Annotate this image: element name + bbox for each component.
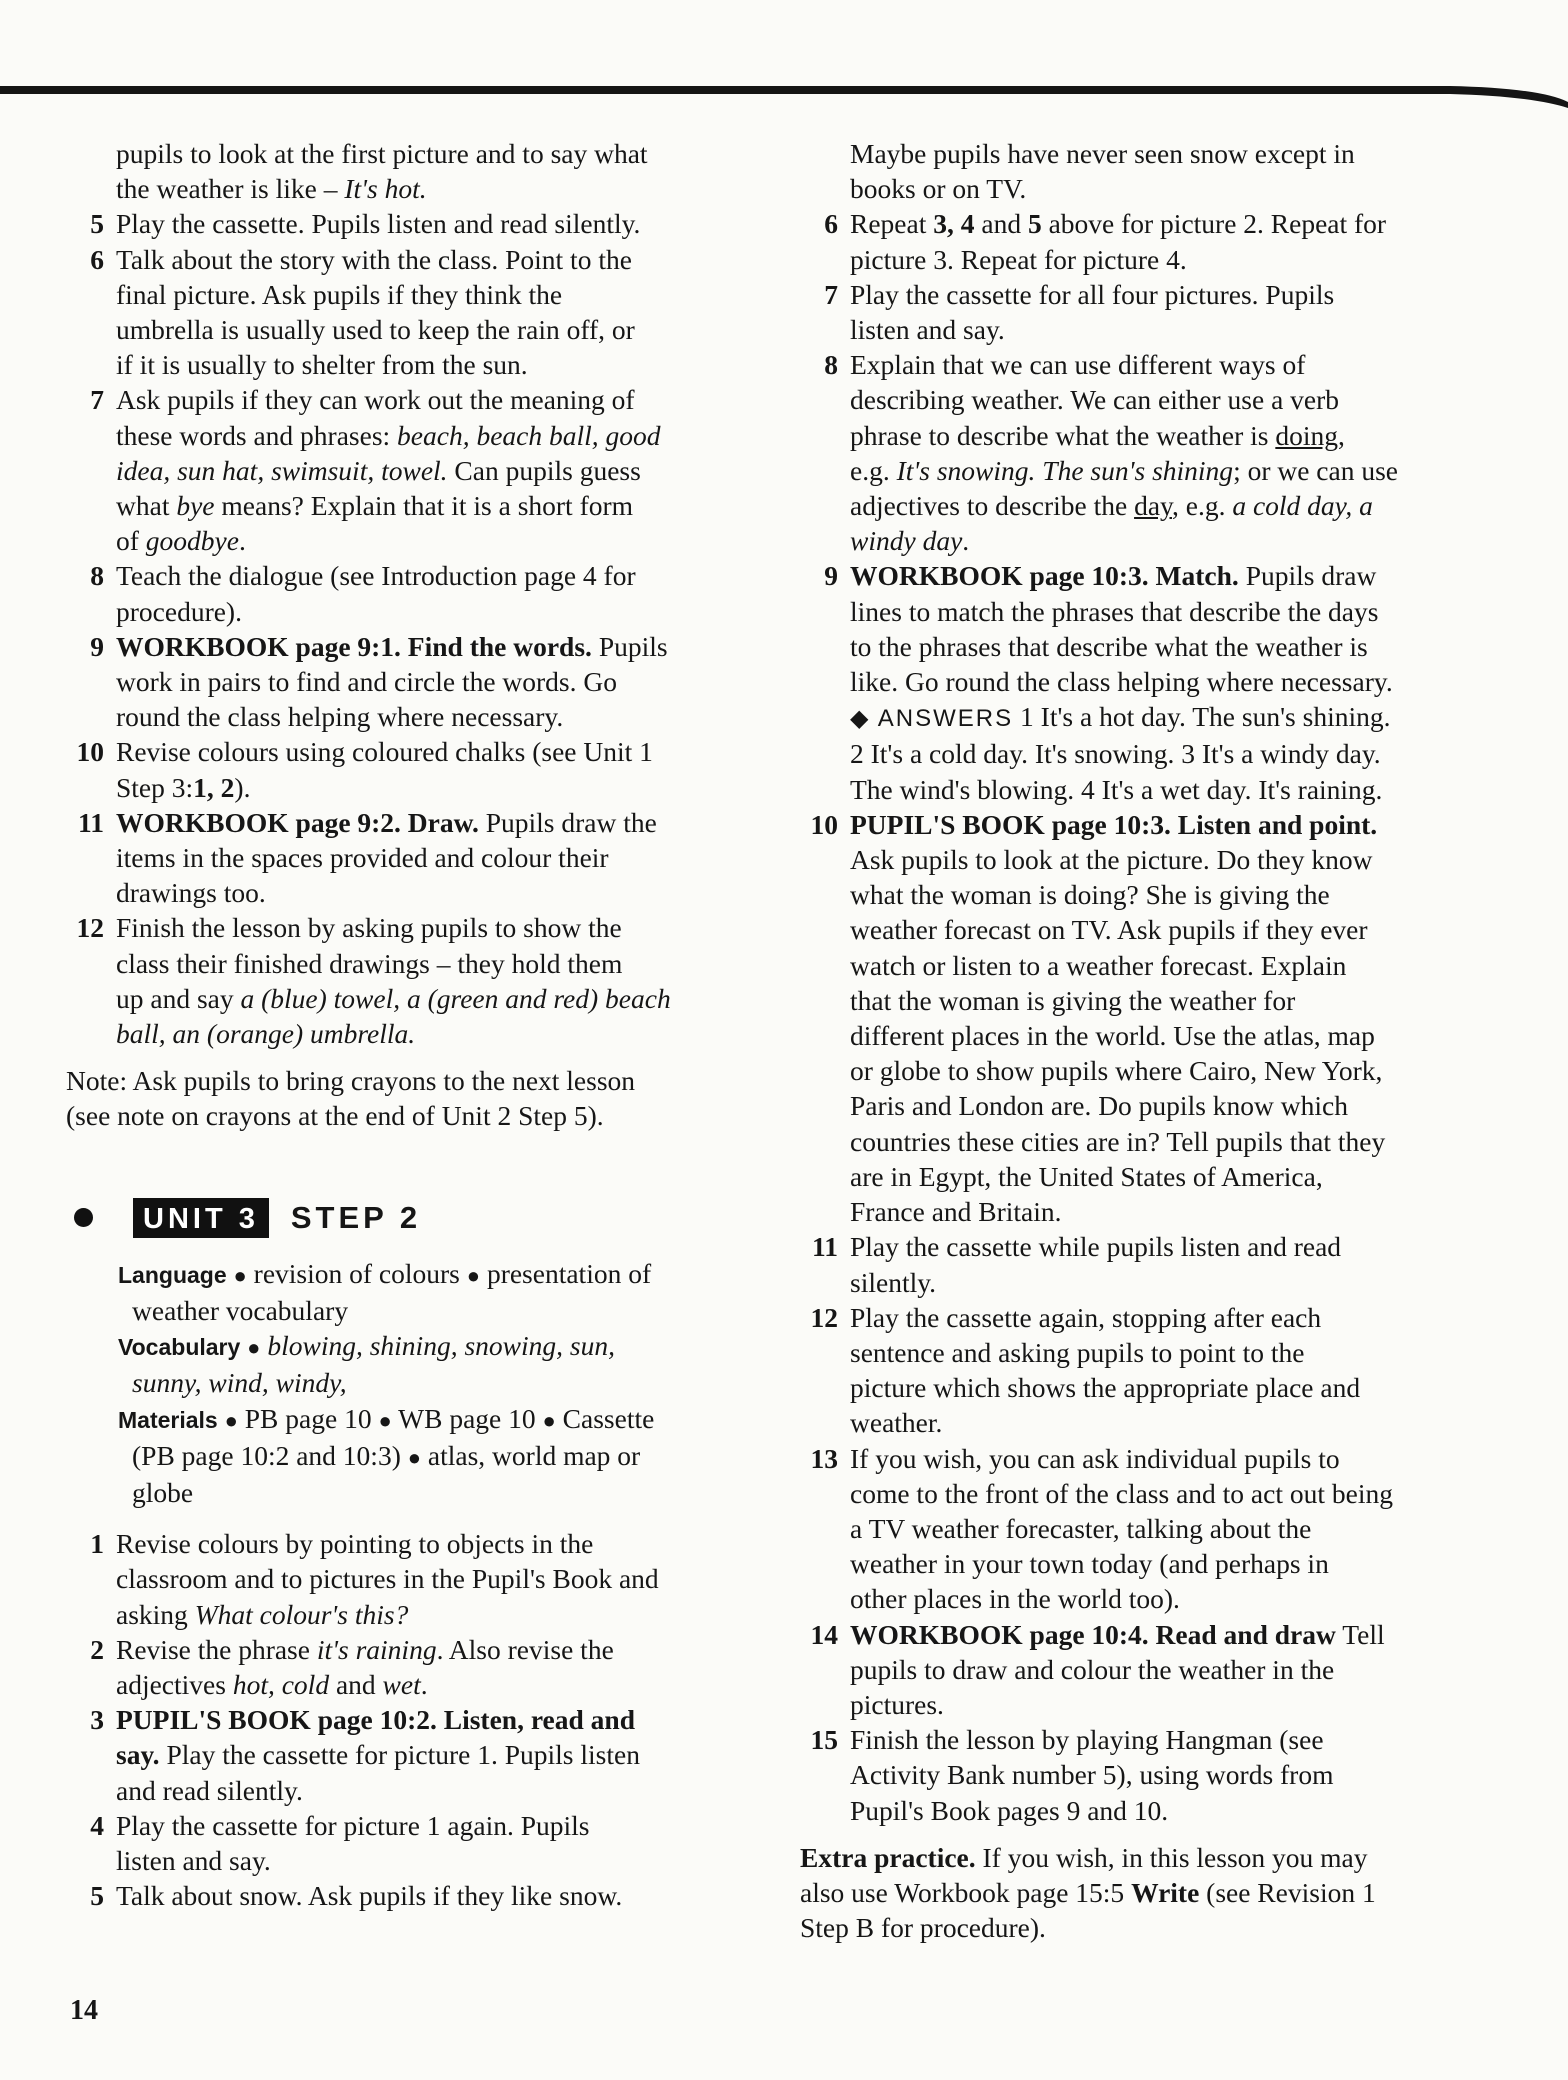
right-intro: Maybe pupils have never seen snow except in books or on TV. bbox=[850, 138, 1355, 205]
answers-label: ◆ ANSWERS bbox=[850, 705, 1014, 733]
list-item: 3 PUPIL'S BOOK page 10:2. Listen, read and say. Play the cassette for picture 1. Pupils listen and read silently. bbox=[90, 1704, 640, 1806]
list-item: 5 Play the cassette. Pupils listen and read silently. bbox=[90, 208, 641, 240]
list-item: 9 WORKBOOK page 9:1. Find the words. Pupils work in pairs to find and circle the words. Go round the class helping where necessary. bbox=[90, 630, 668, 733]
list-item: 11 WORKBOOK page 9:2. Draw. Pupils draw the items in the spaces provided and colour their drawings too. bbox=[78, 806, 657, 909]
list-item: 15 Finish the lesson by playing Hangman (see Activity Bank number 5), using words from Pupil's Book pages 9 and 10. bbox=[810, 1724, 1334, 1826]
right-column bbox=[800, 136, 1472, 1945]
lesson-meta: Language ● revision of colours ● presentation of weather vocabulary Vocabulary ● blowing, shining, snowing, sun, sunny, wind, windy, Materials ● PB page 10 ● WB page 10 ● Cassette (PB page 10:2 and 10:3) ● atlas, world map or globe bbox=[118, 1257, 655, 1508]
left-column bbox=[66, 136, 738, 1913]
list-item: 13 If you wish, you can ask individual pupils to come to the front of the class and to act out being a TV weather forecaster, talking about the weather in your town today (and perhaps in other places in the world too). bbox=[810, 1442, 1393, 1615]
extra-practice: Extra practice. If you wish, in this lesson you may also use Workbook page 15:5 Write (see Revision 1 Step B for procedure). bbox=[800, 1841, 1376, 1944]
list-item: 9 WORKBOOK page 10:3. Match. Pupils draw lines to match the phrases that describe the days to the phrases that describe what the weather is like. Go round the class helping where necessary. ◆ ANSWERS 1 It's a hot day. The sun's shining. 2 It's a cold day. It's snowing. 3 It's a windy day. The wind's blowing. 4 It's a wet day. It's raining. bbox=[824, 560, 1393, 805]
list-item: 12 Finish the lesson by asking pupils to show the class their finished drawings – they hold them up and say a (blue) towel, a (green and red) beach ball, an (orange) umbrella. bbox=[76, 912, 671, 1050]
unit-label: UNIT 3 bbox=[133, 1198, 269, 1238]
list-item: 7 Ask pupils if they can work out the meaning of these words and phrases: beach, beach ball, good idea, sun hat, swimsuit, towel. Can pupils guess what bye means? Explain that it is a short form of goodbye. bbox=[90, 384, 661, 557]
list-item: 11 Play the cassette while pupils listen and read silently. bbox=[812, 1231, 1342, 1298]
left-intro: pupils to look at the first picture and to say what the weather is like – It's hot. bbox=[116, 138, 648, 205]
list-item: 4 Play the cassette for picture 1 again. Pupils listen and say. bbox=[90, 1809, 590, 1876]
list-item: 12 Play the cassette again, stopping after each sentence and asking pupils to point to the picture which shows the appropriate place and weather. bbox=[810, 1301, 1361, 1439]
page-number: 14 bbox=[70, 1995, 98, 2026]
list-item: 8 Explain that we can use different ways of describing weather. We can either use a verb phrase to describe what the weather is doing, e.g. It's snowing. The sun's shining; or we can use adjectives to describe the day, e.g. a cold day, a windy day. bbox=[824, 349, 1398, 557]
step-label: STEP 2 bbox=[290, 1200, 422, 1236]
list-item: 6 Repeat 3, 4 and 5 above for picture 2. Repeat for picture 3. Repeat for picture 4. bbox=[824, 208, 1387, 275]
note: Note: Ask pupils to bring crayons to the next lesson (see note on crayons at the end of Unit 2 Step 5). bbox=[66, 1065, 636, 1132]
list-item: 5 Talk about snow. Ask pupils if they like snow. bbox=[90, 1880, 623, 1912]
list-item: 7 Play the cassette for all four pictures. Pupils listen and say. bbox=[824, 278, 1335, 346]
list-item: 8 Teach the dialogue (see Introduction page 4 for procedure). bbox=[90, 560, 636, 627]
top-rule bbox=[0, 80, 1568, 110]
list-item: 10 PUPIL'S BOOK page 10:3. Listen and point. Ask pupils to look at the picture. Do they know what the woman is doing? She is giving the weather forecast on TV. Ask pupils if they ever watch or listen to a weather forecast. Explain that the woman is giving the weather for different places in the world. Use the atlas, map or globe to show pupils where Cairo, New York, Paris and London are. Do pupils know which countries these cities are in? Tell pupils that they are in Egypt, the United States of America, France and Britain. bbox=[810, 808, 1386, 1228]
bullet-icon bbox=[74, 1208, 93, 1227]
list-item: 2 Revise the phrase it's raining. Also revise the adjectives hot, cold and wet. bbox=[90, 1633, 614, 1700]
list-item: 6 Talk about the story with the class. Point to the final picture. Ask pupils if they think the umbrella is usually used to keep the rain off, or if it is usually to shelter from the sun. bbox=[90, 243, 635, 381]
list-item: 1 Revise colours by pointing to objects in the classroom and to pictures in the Pupil's Book and asking What colour's this? bbox=[90, 1528, 659, 1630]
list-item: 10 Revise colours using coloured chalks (see Unit 1 Step 3:1, 2). bbox=[76, 736, 653, 803]
unit-heading bbox=[66, 1198, 738, 1238]
list-item: 14 WORKBOOK page 10:4. Read and draw Tell pupils to draw and colour the weather in the pictures. bbox=[810, 1618, 1385, 1720]
